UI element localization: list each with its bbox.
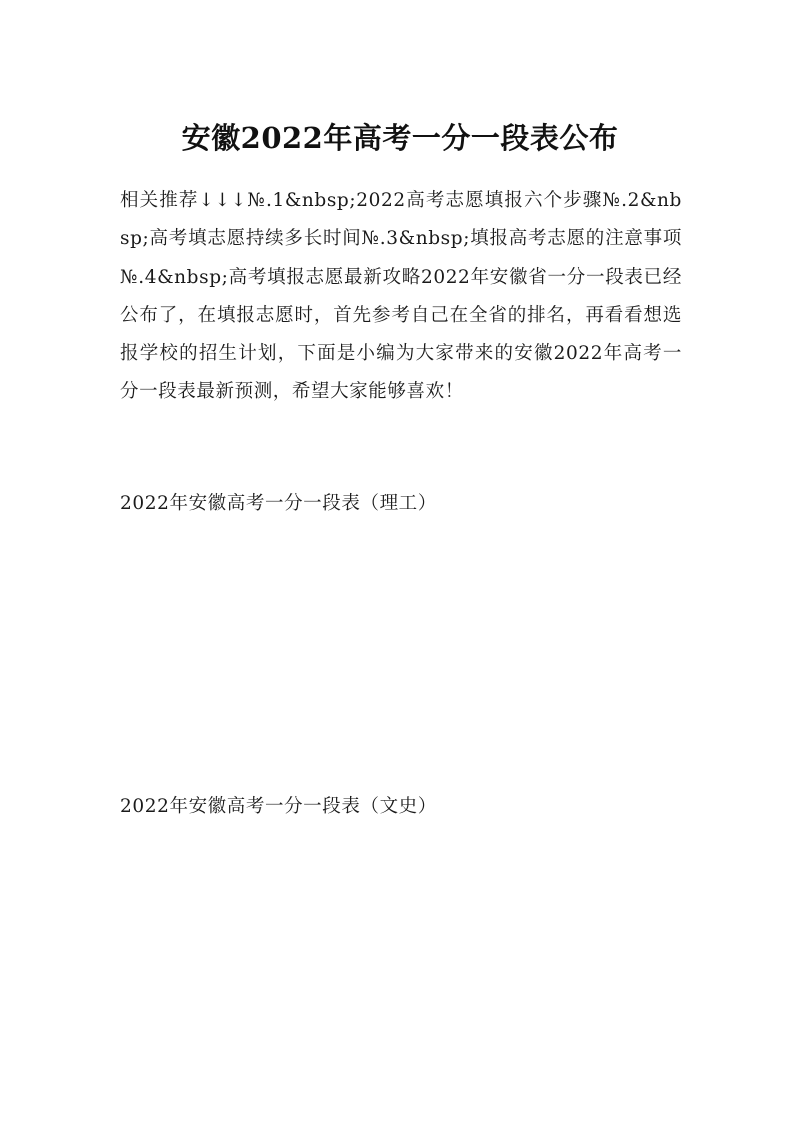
score-table-placeholder-wenshi — [120, 833, 680, 1073]
section-heading-wenshi: 2022年安徽高考一分一段表（文史） — [120, 796, 437, 817]
intro-paragraph: 相关推荐↓↓↓№.1&nbsp;2022高考志愿填报六个步骤№.2&nbsp;高考填志愿持续多长时间№.3&nbsp;填报高考志愿的注意事项№.4&nbsp;高考填报志愿最新攻略2022年安徽省一分一段表已经公布了，在填报志愿时，首先参考自己在全省的排名，再看看想选报学校的招生计划，下面是小编为大家带来的安徽2022年高考一分一段表最新预测，希望大家能够喜欢！ — [120, 190, 682, 403]
section-heading-ligong: 2022年安徽高考一分一段表（理工） — [120, 493, 437, 514]
page-title: 安徽2022年高考一分一段表公布 — [181, 121, 619, 156]
score-table-placeholder-ligong — [120, 530, 680, 770]
